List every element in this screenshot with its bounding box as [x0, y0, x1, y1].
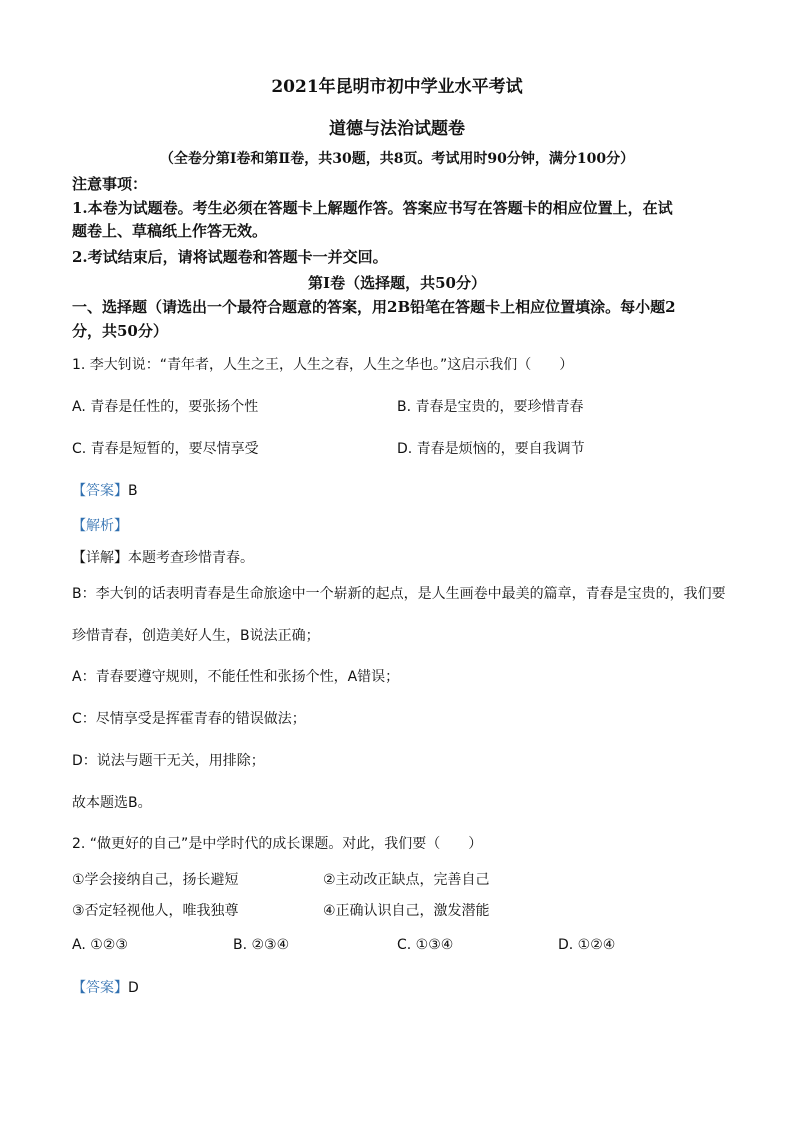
question-1-stem: 1. 李大钊说：“青年者，人生之王，人生之春，人生之华也。”这启示我们（ ）	[72, 357, 574, 373]
question-1-option-a: A. 青春是任性的，要张扬个性	[72, 399, 259, 415]
question-1-answer	[72, 480, 138, 500]
question-2-item-2: ②主动改正缺点，完善自己	[323, 872, 490, 888]
question-2-option-c: C. ①③④	[397, 937, 454, 953]
question-2-option-a: A. ①②③	[72, 937, 128, 953]
question-1-option-d: D. 青春是烦恼的，要自我调节	[397, 441, 585, 457]
question-1-analysis-tag: 【解析】	[72, 518, 128, 534]
question-1-explanation-2: A：青春要遵守规则，不能任性和张扬个性，A错误；	[72, 669, 400, 685]
question-2-option-d: D. ①②④	[558, 937, 616, 953]
question-1-option-b: B. 青春是宝贵的，要珍惜青春	[397, 399, 584, 415]
question-1-option-c: C. 青春是短暂的，要尽情享受	[72, 441, 259, 457]
answer-tag: 【答案】	[72, 483, 128, 499]
note-item-1-line-2: 题卷上、草稿纸上作答无效。	[72, 222, 268, 240]
question-1-explanation-1-line-1: B：李大钊的话表明青春是生命旅途中一个崭新的起点，是人生画卷中最美的篇章，青春是宝贵的，我们要	[72, 586, 726, 602]
exam-subtitle: 道德与法治试题卷	[329, 119, 465, 139]
exam-info: （全卷分第Ⅰ卷和第Ⅱ卷，共30题，共8页。考试用时90分钟，满分100分）	[159, 151, 635, 167]
answer-value: B	[128, 483, 138, 499]
section-heading: 第Ⅰ卷（选择题，共50分）	[308, 274, 486, 292]
question-2-option-b: B. ②③④	[233, 937, 290, 953]
notes-heading: 注意事项：	[72, 175, 148, 193]
exam-title: 2021年昆明市初中学业水平考试	[271, 77, 523, 97]
question-2-item-3: ③否定轻视他人，唯我独尊	[72, 903, 239, 919]
answer-value: D	[128, 980, 139, 996]
question-1-conclusion: 故本题选B。	[72, 795, 152, 811]
question-2-item-1: ①学会接纳自己，扬长避短	[72, 872, 239, 888]
question-1-explanation-1-line-2: 珍惜青春，创造美好人生，B说法正确；	[72, 628, 320, 644]
question-2-stem: 2. “做更好的自己”是中学时代的成长课题。对此，我们要（ ）	[72, 836, 483, 852]
question-1-explanation-4: D：说法与题干无关，用排除；	[72, 753, 265, 769]
section-intro-line-1: 一、选择题（请选出一个最符合题意的答案，用2B铅笔在答题卡上相应位置填涂。每小题2	[72, 298, 676, 316]
note-item-1-line-1: 1.本卷为试题卷。考生必须在答题卡上解题作答。答案应书写在答题卡的相应位置上，在试	[72, 199, 673, 217]
note-item-2: 2.考试结束后，请将试题卷和答题卡一并交回。	[72, 248, 388, 266]
question-1-explanation-3: C：尽情享受是挥霍青春的错误做法；	[72, 711, 306, 727]
answer-tag: 【答案】	[72, 980, 128, 996]
question-2-answer	[72, 977, 139, 997]
question-2-item-4: ④正确认识自己，激发潜能	[323, 903, 490, 919]
section-intro-line-2: 分，共50分）	[72, 322, 168, 340]
question-1-detail: 【详解】本题考查珍惜青春。	[72, 550, 254, 566]
